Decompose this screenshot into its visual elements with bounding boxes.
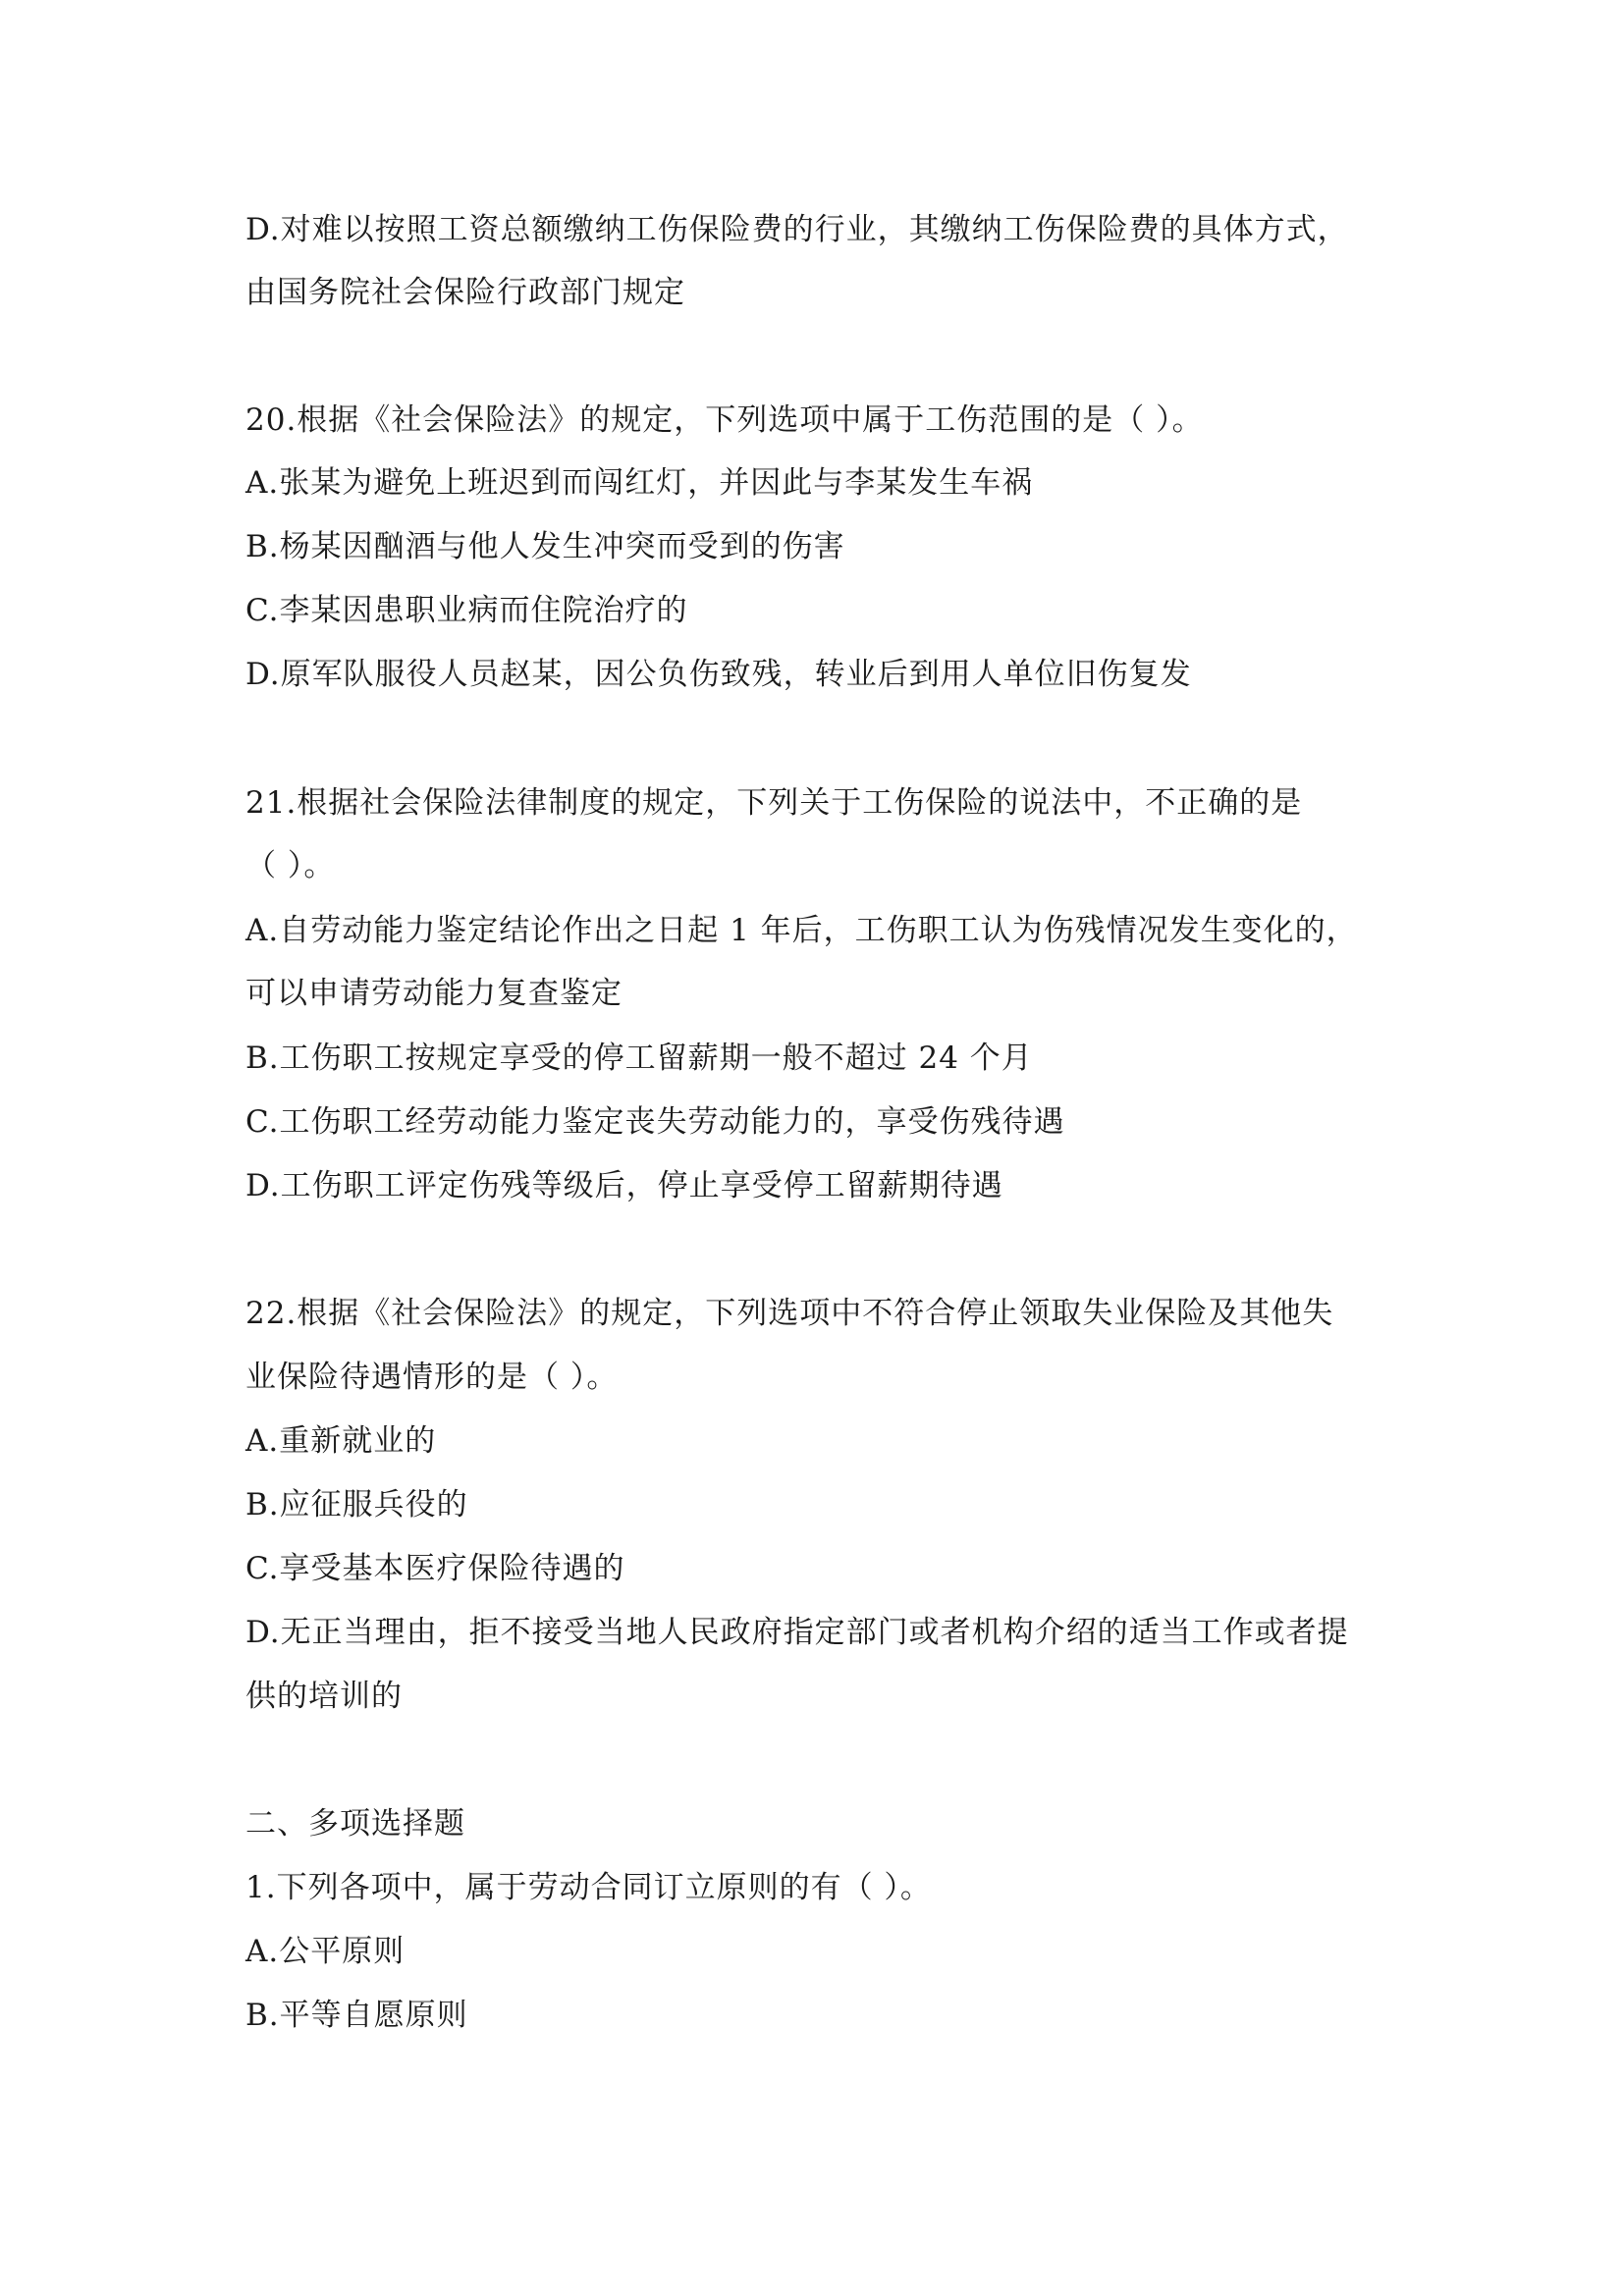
question-22-option-b: B.应征服兵役的 [245,1487,468,1522]
question-21-option-c: C.工伤职工经劳动能力鉴定丧失劳动能力的，享受伤残待遇 [245,1104,1065,1140]
question-21-option-b: B.工伤职工按规定享受的停工留薪期一般不超过 24 个月 [245,1041,1033,1076]
section-2-question-1-stem: 1.下列各项中，属于劳动合同订立原则的有（ ）。 [245,1870,932,1905]
prev-question-option-d-line1: D.对难以按照工资总额缴纳工伤保险费的行业，其缴纳工伤保险费的具体方式， [245,212,1349,247]
section-2-heading: 二、多项选择题 [245,1806,465,1842]
question-20-option-b: B.杨某因酗酒与他人发生冲突而受到的伤害 [245,529,845,564]
section-2-question-1-option-b: B.平等自愿原则 [245,1998,468,2033]
prev-question-option-d-line2: 由国务院社会保险行政部门规定 [245,275,685,310]
question-20-option-a: A.张某为避免上班迟到而闯红灯，并因此与李某发生车祸 [245,465,1034,501]
question-20-option-c: C.李某因患职业病而住院治疗的 [245,593,688,628]
question-22-stem-line2: 业保险待遇情形的是（ ）。 [245,1360,619,1395]
question-21-stem-line2: （ ）。 [245,848,336,883]
question-22-option-d-line1: D.无正当理由，拒不接受当地人民政府指定部门或者机构介绍的适当工作或者提 [245,1615,1349,1650]
question-22-stem-line1: 22.根据《社会保险法》的规定，下列选项中不符合停止领取失业保险及其他失 [245,1296,1334,1331]
question-21-option-a-line1: A.自劳动能力鉴定结论作出之日起 1 年后，工伤职工认为伤残情况发生变化的， [245,913,1358,948]
question-22-option-c: C.享受基本医疗保险待遇的 [245,1551,625,1586]
question-22-option-d-line2: 供的培训的 [245,1679,403,1714]
question-20-option-d: D.原军队服役人员赵某，因公负伤致残，转业后到用人单位旧伤复发 [245,657,1192,692]
question-21-stem-line1: 21.根据社会保险法律制度的规定，下列关于工伤保险的说法中，不正确的是 [245,785,1303,821]
question-20-stem: 20.根据《社会保险法》的规定，下列选项中属于工伤范围的是（ ）。 [245,402,1204,438]
question-21-option-a-line2: 可以申请劳动能力复查鉴定 [245,976,623,1011]
question-22-option-a: A.重新就业的 [245,1423,437,1459]
question-21-option-d: D.工伤职工评定伤残等级后，停止享受停工留薪期待遇 [245,1168,1003,1203]
section-2-question-1-option-a: A.公平原则 [245,1934,406,1969]
